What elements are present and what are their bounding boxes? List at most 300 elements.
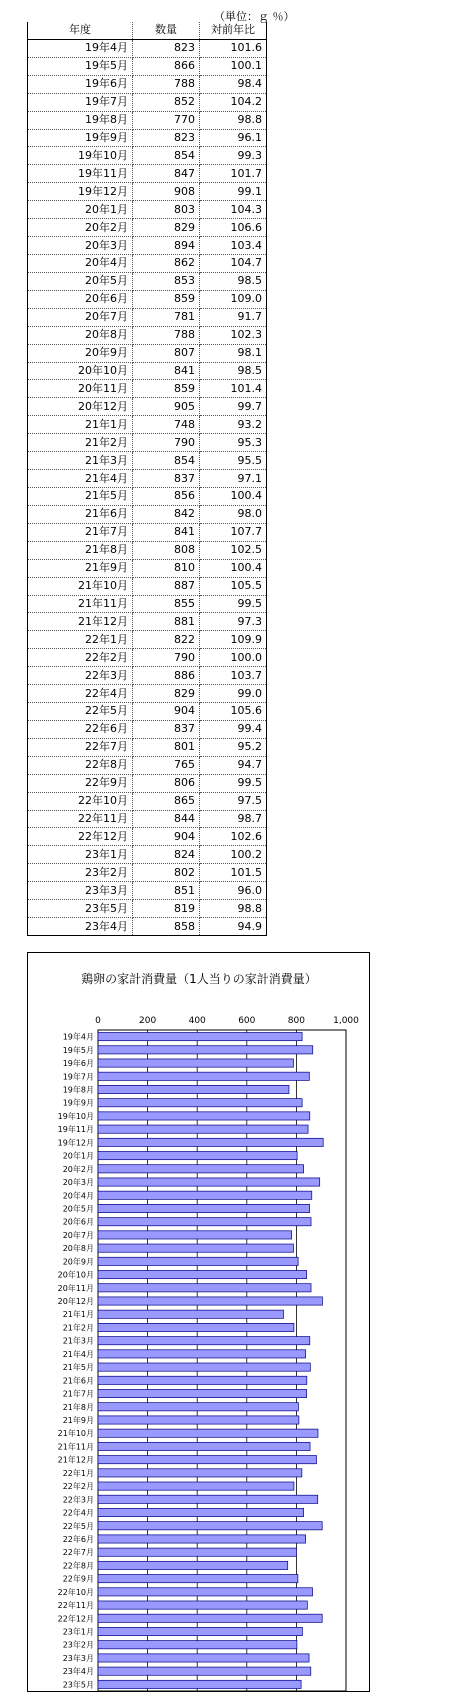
cell-period: 19年12月	[28, 183, 133, 201]
bar	[98, 1363, 310, 1371]
cell-period: 20年8月	[28, 326, 133, 344]
table-row	[28, 362, 267, 380]
bar	[98, 1059, 293, 1067]
cell-quantity: 855	[133, 595, 200, 613]
cell-period: 21年4月	[28, 470, 133, 488]
bar	[98, 1270, 307, 1278]
cell-yoy: 106.6	[200, 219, 267, 237]
bar	[98, 1482, 294, 1490]
cell-period: 22年2月	[28, 649, 133, 667]
table-row	[28, 720, 267, 738]
table-row	[28, 613, 267, 631]
cell-period: 20年1月	[28, 201, 133, 219]
bar	[98, 1667, 311, 1675]
y-tick-label: 20年5月	[62, 1204, 94, 1214]
header-yoy: 対前年比	[200, 22, 267, 39]
y-tick-label: 20年11月	[57, 1283, 94, 1293]
bar	[98, 1151, 297, 1159]
table-row	[28, 523, 267, 541]
y-tick-label: 22年9月	[62, 1574, 94, 1584]
table-row	[28, 57, 267, 75]
cell-period: 22年12月	[28, 828, 133, 846]
cell-quantity: 823	[133, 39, 200, 57]
cell-quantity: 803	[133, 201, 200, 219]
bar	[98, 1244, 293, 1252]
bar	[98, 1627, 302, 1635]
bar	[98, 1561, 288, 1569]
cell-yoy: 100.1	[200, 57, 267, 75]
cell-quantity: 788	[133, 326, 200, 344]
bar	[98, 1284, 311, 1292]
bar	[98, 1588, 313, 1596]
cell-period: 21年11月	[28, 595, 133, 613]
cell-yoy: 100.4	[200, 559, 267, 577]
bar	[98, 1495, 318, 1503]
cell-period: 21年6月	[28, 505, 133, 523]
cell-yoy: 94.7	[200, 756, 267, 774]
table-row	[28, 326, 267, 344]
table-row	[28, 918, 267, 936]
table-header-row	[28, 22, 267, 39]
y-tick-label: 19年11月	[57, 1125, 94, 1135]
y-tick-label: 20年10月	[57, 1270, 94, 1280]
cell-quantity: 858	[133, 918, 200, 936]
cell-quantity: 865	[133, 792, 200, 810]
x-tick-label: 600	[238, 1016, 256, 1026]
bar	[98, 1601, 307, 1609]
cell-period: 23年1月	[28, 846, 133, 864]
y-tick-label: 23年4月	[62, 1667, 94, 1677]
bar	[98, 1218, 311, 1226]
cell-yoy: 102.6	[200, 828, 267, 846]
consumption-table	[27, 22, 267, 936]
y-tick-label: 20年3月	[62, 1178, 94, 1188]
cell-period: 22年6月	[28, 720, 133, 738]
cell-quantity: 908	[133, 183, 200, 201]
y-tick-label: 19年8月	[62, 1085, 94, 1095]
table-row	[28, 147, 267, 165]
cell-yoy: 102.3	[200, 326, 267, 344]
cell-yoy: 98.7	[200, 810, 267, 828]
table-row	[28, 505, 267, 523]
cell-quantity: 765	[133, 756, 200, 774]
y-tick-label: 21年5月	[62, 1363, 94, 1373]
y-tick-label: 21年7月	[62, 1389, 94, 1399]
cell-period: 21年12月	[28, 613, 133, 631]
y-tick-label: 23年3月	[62, 1653, 94, 1663]
cell-quantity: 866	[133, 57, 200, 75]
y-tick-label: 22年12月	[57, 1614, 94, 1624]
table-row	[28, 738, 267, 756]
y-tick-label: 20年8月	[62, 1244, 94, 1254]
cell-yoy: 96.1	[200, 129, 267, 147]
cell-yoy: 101.4	[200, 380, 267, 398]
cell-quantity: 841	[133, 523, 200, 541]
cell-period: 22年10月	[28, 792, 133, 810]
y-tick-label: 22年8月	[62, 1561, 94, 1571]
y-tick-label: 21年1月	[62, 1310, 94, 1320]
y-tick-label: 19年12月	[57, 1138, 94, 1148]
bar	[98, 1033, 302, 1041]
x-tick-label: 800	[287, 1016, 305, 1026]
table-row	[28, 308, 267, 326]
unit-note: （単位：ｇ ％）	[214, 10, 295, 23]
cell-quantity: 853	[133, 272, 200, 290]
cell-yoy: 109.9	[200, 631, 267, 649]
cell-quantity: 829	[133, 685, 200, 703]
table-row	[28, 111, 267, 129]
bar	[98, 1231, 292, 1239]
cell-period: 19年10月	[28, 147, 133, 165]
y-tick-label: 22年4月	[62, 1508, 94, 1518]
cell-quantity: 887	[133, 577, 200, 595]
cell-quantity: 770	[133, 111, 200, 129]
table-row	[28, 290, 267, 308]
chart-title: 鶏卵の家計消費量（1人当りの家計消費量）	[81, 972, 317, 986]
cell-yoy: 98.5	[200, 362, 267, 380]
cell-yoy: 99.5	[200, 774, 267, 792]
cell-quantity: 904	[133, 703, 200, 721]
table-row	[28, 577, 267, 595]
x-tick-label: 0	[95, 1016, 101, 1026]
y-tick-label: 21年4月	[62, 1349, 94, 1359]
bar	[98, 1456, 316, 1464]
cell-quantity: 905	[133, 398, 200, 416]
y-tick-label: 23年5月	[62, 1680, 94, 1690]
y-tick-label: 20年1月	[62, 1151, 94, 1161]
table-row	[28, 792, 267, 810]
cell-period: 21年5月	[28, 487, 133, 505]
cell-period: 19年9月	[28, 129, 133, 147]
cell-period: 23年3月	[28, 882, 133, 900]
cell-yoy: 99.5	[200, 595, 267, 613]
cell-quantity: 904	[133, 828, 200, 846]
cell-quantity: 837	[133, 470, 200, 488]
bar	[98, 1654, 309, 1662]
bar	[98, 1138, 323, 1146]
y-tick-label: 19年4月	[62, 1032, 94, 1042]
cell-quantity: 781	[133, 308, 200, 326]
cell-period: 20年6月	[28, 290, 133, 308]
y-tick-label: 19年5月	[62, 1045, 94, 1055]
cell-yoy: 93.2	[200, 416, 267, 434]
table-row	[28, 165, 267, 183]
cell-yoy: 98.8	[200, 111, 267, 129]
cell-period: 19年5月	[28, 57, 133, 75]
cell-period: 19年8月	[28, 111, 133, 129]
cell-period: 21年1月	[28, 416, 133, 434]
cell-yoy: 98.5	[200, 272, 267, 290]
table-row	[28, 344, 267, 362]
cell-yoy: 97.1	[200, 470, 267, 488]
table-row	[28, 703, 267, 721]
cell-quantity: 822	[133, 631, 200, 649]
bar	[98, 1641, 297, 1649]
cell-period: 20年7月	[28, 308, 133, 326]
y-tick-label: 20年12月	[57, 1297, 94, 1307]
y-tick-label: 22年1月	[62, 1468, 94, 1478]
cell-yoy: 104.3	[200, 201, 267, 219]
cell-period: 21年2月	[28, 434, 133, 452]
table-row	[28, 631, 267, 649]
cell-period: 19年11月	[28, 165, 133, 183]
cell-yoy: 91.7	[200, 308, 267, 326]
y-tick-label: 19年6月	[62, 1059, 94, 1069]
table-row	[28, 237, 267, 255]
table-row	[28, 649, 267, 667]
cell-quantity: 790	[133, 649, 200, 667]
cell-yoy: 100.2	[200, 846, 267, 864]
bar	[98, 1389, 307, 1397]
bar	[98, 1165, 304, 1173]
bar	[98, 1350, 306, 1358]
cell-yoy: 95.5	[200, 452, 267, 470]
x-tick-label: 400	[188, 1016, 206, 1026]
cell-period: 22年4月	[28, 685, 133, 703]
cell-quantity: 806	[133, 774, 200, 792]
bar	[98, 1548, 297, 1556]
y-tick-label: 19年7月	[62, 1072, 94, 1082]
cell-period: 20年4月	[28, 254, 133, 272]
cell-quantity: 788	[133, 75, 200, 93]
cell-yoy: 104.2	[200, 93, 267, 111]
cell-period: 22年8月	[28, 756, 133, 774]
cell-period: 22年7月	[28, 738, 133, 756]
cell-yoy: 97.3	[200, 613, 267, 631]
cell-yoy: 103.7	[200, 667, 267, 685]
cell-period: 22年3月	[28, 667, 133, 685]
cell-yoy: 99.4	[200, 720, 267, 738]
y-tick-label: 21年12月	[57, 1455, 94, 1465]
cell-quantity: 862	[133, 254, 200, 272]
table-row	[28, 93, 267, 111]
bar	[98, 1508, 304, 1516]
bar-chart-svg	[28, 953, 371, 1693]
bar	[98, 1125, 308, 1133]
table-row	[28, 756, 267, 774]
bar	[98, 1469, 302, 1477]
header-period: 年度	[28, 22, 133, 39]
y-tick-label: 22年10月	[57, 1587, 94, 1597]
table-row	[28, 900, 267, 918]
cell-quantity: 881	[133, 613, 200, 631]
cell-period: 21年10月	[28, 577, 133, 595]
bar	[98, 1442, 310, 1450]
cell-yoy: 101.6	[200, 39, 267, 57]
y-tick-label: 20年9月	[62, 1257, 94, 1267]
y-tick-label: 21年6月	[62, 1376, 94, 1386]
table-row	[28, 129, 267, 147]
y-tick-label: 22年11月	[57, 1601, 94, 1611]
cell-yoy: 105.5	[200, 577, 267, 595]
table-row	[28, 487, 267, 505]
table-row	[28, 774, 267, 792]
bar	[98, 1337, 310, 1345]
y-tick-label: 21年11月	[57, 1442, 94, 1452]
cell-quantity: 808	[133, 541, 200, 559]
table-row	[28, 254, 267, 272]
y-tick-label: 22年6月	[62, 1534, 94, 1544]
bar	[98, 1046, 313, 1054]
cell-period: 21年8月	[28, 541, 133, 559]
table-row	[28, 272, 267, 290]
cell-yoy: 101.7	[200, 165, 267, 183]
table-row	[28, 183, 267, 201]
bar	[98, 1099, 302, 1107]
consumption-chart	[27, 952, 370, 1692]
table-row	[28, 667, 267, 685]
cell-yoy: 95.2	[200, 738, 267, 756]
bar	[98, 1297, 322, 1305]
cell-period: 22年5月	[28, 703, 133, 721]
cell-yoy: 100.0	[200, 649, 267, 667]
bar	[98, 1416, 299, 1424]
bar	[98, 1522, 322, 1530]
table-row	[28, 846, 267, 864]
cell-quantity: 841	[133, 362, 200, 380]
cell-yoy: 95.3	[200, 434, 267, 452]
cell-quantity: 894	[133, 237, 200, 255]
table-row	[28, 201, 267, 219]
table-row	[28, 559, 267, 577]
table-row	[28, 810, 267, 828]
table-row	[28, 595, 267, 613]
cell-yoy: 99.7	[200, 398, 267, 416]
cell-yoy: 98.1	[200, 344, 267, 362]
cell-yoy: 107.7	[200, 523, 267, 541]
cell-quantity: 807	[133, 344, 200, 362]
cell-period: 19年7月	[28, 93, 133, 111]
bar	[98, 1310, 284, 1318]
bar	[98, 1535, 306, 1543]
cell-period: 20年2月	[28, 219, 133, 237]
cell-quantity: 851	[133, 882, 200, 900]
table-row	[28, 398, 267, 416]
table-row	[28, 541, 267, 559]
y-tick-label: 20年2月	[62, 1164, 94, 1174]
cell-quantity: 790	[133, 434, 200, 452]
cell-period: 19年4月	[28, 39, 133, 57]
table-row	[28, 828, 267, 846]
cell-yoy: 98.0	[200, 505, 267, 523]
y-tick-label: 21年9月	[62, 1415, 94, 1425]
table-row	[28, 219, 267, 237]
cell-period: 21年9月	[28, 559, 133, 577]
y-tick-label: 23年2月	[62, 1640, 94, 1650]
cell-quantity: 886	[133, 667, 200, 685]
cell-yoy: 102.5	[200, 541, 267, 559]
bar	[98, 1376, 307, 1384]
cell-quantity: 847	[133, 165, 200, 183]
cell-quantity: 854	[133, 147, 200, 165]
cell-yoy: 103.4	[200, 237, 267, 255]
cell-period: 22年1月	[28, 631, 133, 649]
cell-quantity: 852	[133, 93, 200, 111]
bar	[98, 1085, 289, 1093]
bar	[98, 1614, 322, 1622]
x-tick-label: 1,000	[333, 1016, 359, 1026]
cell-period: 20年5月	[28, 272, 133, 290]
cell-quantity: 837	[133, 720, 200, 738]
y-tick-label: 21年2月	[62, 1323, 94, 1333]
table-row	[28, 864, 267, 882]
cell-quantity: 748	[133, 416, 200, 434]
cell-period: 23年5月	[28, 900, 133, 918]
y-tick-label: 22年5月	[62, 1521, 94, 1531]
table-row	[28, 470, 267, 488]
cell-period: 22年9月	[28, 774, 133, 792]
table-row	[28, 685, 267, 703]
y-tick-label: 21年8月	[62, 1402, 94, 1412]
header-quantity: 数量	[133, 22, 200, 39]
bar	[98, 1204, 310, 1212]
cell-quantity: 844	[133, 810, 200, 828]
table-row	[28, 39, 267, 57]
cell-quantity: 854	[133, 452, 200, 470]
y-tick-label: 23年1月	[62, 1627, 94, 1637]
cell-period: 20年11月	[28, 380, 133, 398]
y-tick-label: 21年10月	[57, 1429, 94, 1439]
y-tick-label: 19年10月	[57, 1111, 94, 1121]
cell-yoy: 98.8	[200, 900, 267, 918]
cell-quantity: 829	[133, 219, 200, 237]
y-tick-label: 22年2月	[62, 1482, 94, 1492]
bar	[98, 1429, 318, 1437]
x-tick-label: 200	[139, 1016, 157, 1026]
cell-yoy: 99.3	[200, 147, 267, 165]
cell-yoy: 99.1	[200, 183, 267, 201]
cell-quantity: 819	[133, 900, 200, 918]
bar	[98, 1680, 301, 1688]
cell-yoy: 96.0	[200, 882, 267, 900]
y-tick-label: 22年7月	[62, 1548, 94, 1558]
table-row	[28, 416, 267, 434]
cell-period: 22年11月	[28, 810, 133, 828]
cell-period: 21年3月	[28, 452, 133, 470]
bar	[98, 1575, 298, 1583]
bar	[98, 1257, 298, 1265]
y-tick-label: 20年4月	[62, 1191, 94, 1201]
table-row	[28, 434, 267, 452]
cell-yoy: 97.5	[200, 792, 267, 810]
table-row	[28, 882, 267, 900]
cell-period: 19年6月	[28, 75, 133, 93]
bar	[98, 1323, 294, 1331]
cell-period: 20年9月	[28, 344, 133, 362]
cell-quantity: 859	[133, 290, 200, 308]
cell-yoy: 98.4	[200, 75, 267, 93]
y-tick-label: 19年9月	[62, 1098, 94, 1108]
bar	[98, 1191, 312, 1199]
cell-quantity: 801	[133, 738, 200, 756]
cell-period: 20年12月	[28, 398, 133, 416]
cell-quantity: 810	[133, 559, 200, 577]
y-tick-label: 22年3月	[62, 1495, 94, 1505]
cell-quantity: 823	[133, 129, 200, 147]
cell-yoy: 100.4	[200, 487, 267, 505]
cell-period: 23年4月	[28, 918, 133, 936]
table-row	[28, 75, 267, 93]
cell-yoy: 105.6	[200, 703, 267, 721]
cell-period: 23年2月	[28, 864, 133, 882]
cell-period: 20年10月	[28, 362, 133, 380]
table-row	[28, 452, 267, 470]
cell-quantity: 802	[133, 864, 200, 882]
bar	[98, 1072, 309, 1080]
cell-period: 20年3月	[28, 237, 133, 255]
bar	[98, 1403, 298, 1411]
bar	[98, 1178, 320, 1186]
